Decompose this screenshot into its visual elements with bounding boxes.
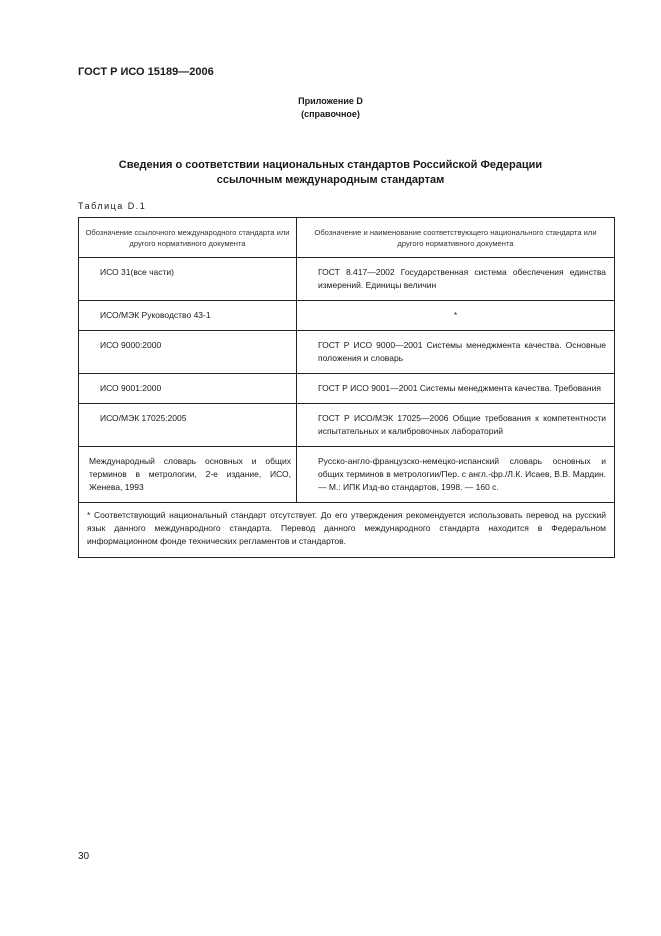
cell-national: Русско-англо-французско-немецко-испанский словарь основных и общих терминов в метрологии/Пер. с англ.-фр./Л.К. Исаев, В.В. Мардин. — М.: ИПК Изд-во стандартов, 1998. — 160 с. [318, 456, 606, 492]
table-footnote: * Соответствующий национальный стандарт отсутствует. До его утверждения рекомендуется использовать перевод на русский язык данного международного стандарта. Перевод данного международного стандарта находится в Федеральном информационном фонде технических регламентов и стандартов. [87, 510, 606, 546]
correspondence-table [78, 217, 615, 558]
cell-international: Международный словарь основных и общих терминов в метрологии, 2-е издание, ИСО, Женева, 1993 [89, 456, 291, 492]
column-header-international: Обозначение ссылочного международного стандарта или другого нормативного документа [79, 218, 297, 258]
cell-national: * [453, 310, 458, 320]
table-footnote-row [79, 503, 615, 558]
cell-national: ГОСТ 8.417—2002 Государственная система обеспечения единства измерений. Единицы величин [318, 267, 606, 290]
document-code: ГОСТ Р ИСО 15189—2006 [78, 66, 214, 78]
section-title-line-2: ссылочным международным стандартам [216, 174, 445, 186]
cell-national: ГОСТ Р ИСО 9000—2001 Системы менеджмента качества. Основные положения и словарь [318, 340, 606, 363]
cell-international: ИСО 9000:2000 [100, 340, 162, 350]
section-title [0, 158, 661, 188]
table-row [79, 301, 615, 331]
cell-international: ИСО 31(все части) [100, 267, 174, 277]
section-title-line-1: Сведения о соответствии национальных стандартов Российской Федерации [118, 159, 543, 171]
cell-national: ГОСТ Р ИСО/МЭК 17025—2006 Общие требования к компетентности испытательных и калибровочных лабораторий [318, 413, 606, 436]
column-header-national: Обозначение и наименование соответствующего национального стандарта или другого нормативного документа [297, 218, 615, 258]
cell-international: ИСО 9001:2000 [100, 383, 162, 393]
table-row [79, 331, 615, 374]
table-row [79, 374, 615, 404]
table-caption: Таблица D.1 [78, 201, 147, 211]
cell-international: ИСО/МЭК 17025:2005 [100, 413, 187, 423]
table-row [79, 404, 615, 447]
table-row [79, 258, 615, 301]
page-number: 30 [78, 851, 90, 862]
cell-international: ИСО/МЭК Руководство 43-1 [100, 310, 211, 320]
table-header-row [79, 218, 615, 258]
appendix-type: (справочное) [301, 109, 360, 119]
appendix-label: Приложение D [298, 96, 363, 106]
table-row [79, 447, 615, 503]
cell-national: ГОСТ Р ИСО 9001—2001 Системы менеджмента качества. Требования [318, 383, 601, 393]
